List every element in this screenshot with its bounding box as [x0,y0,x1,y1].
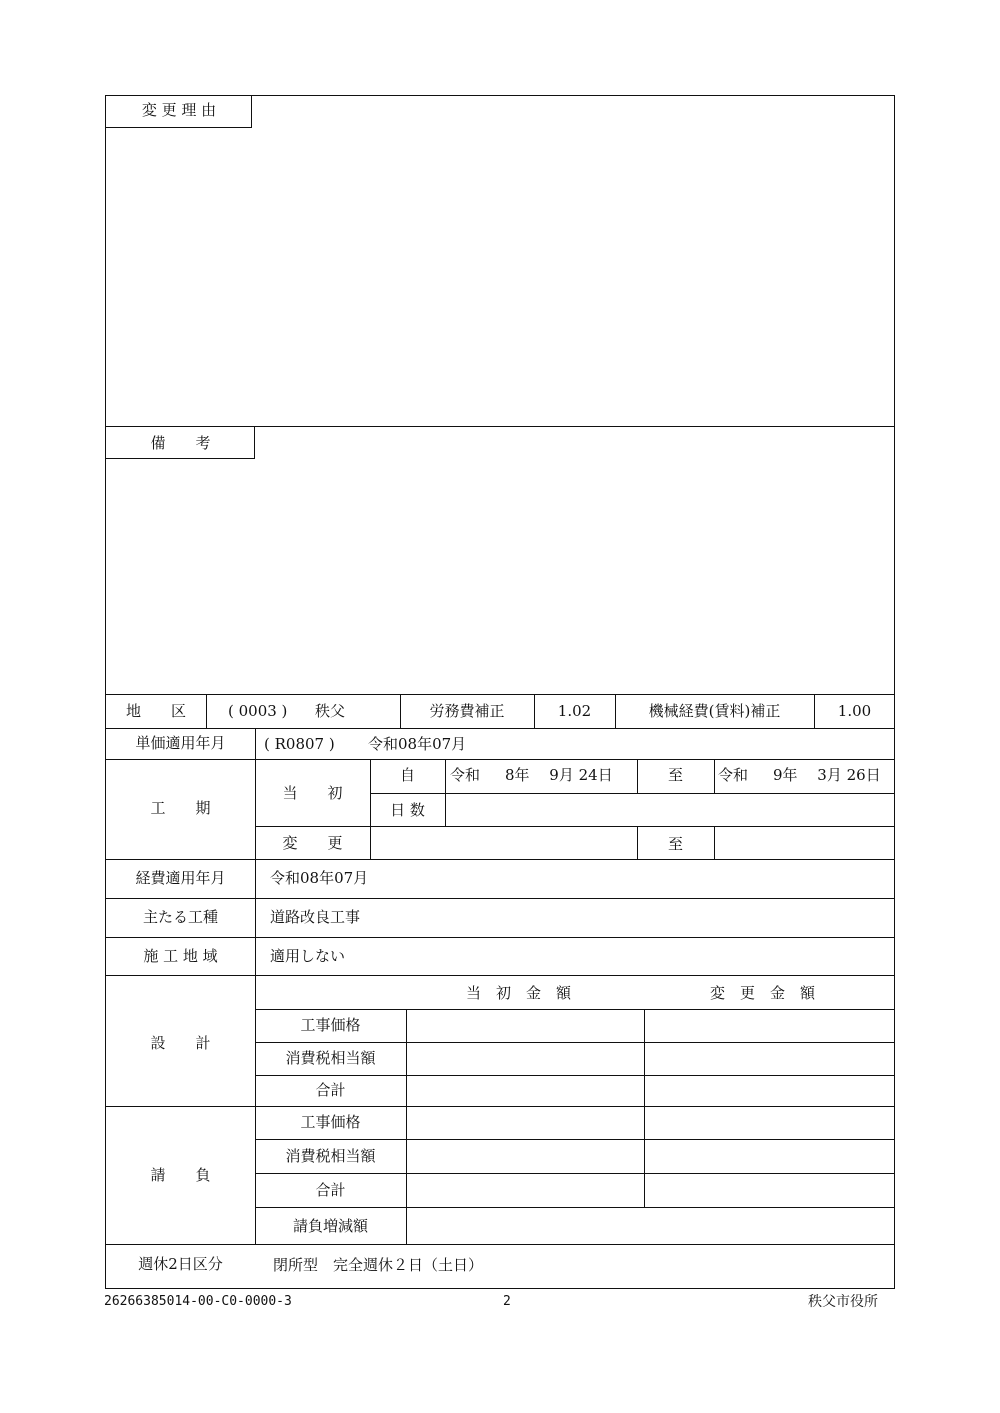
rule-period-change [255,826,895,827]
contract-label: 請 負 [150,1166,211,1184]
rule-period-top [105,759,895,760]
rule-contract-r2 [255,1139,895,1140]
machine-correction-value: 1.00 [837,702,872,720]
rule-contract-top [105,1106,895,1107]
rule-holiday-top [105,1244,895,1245]
district-label: 地 区 [125,702,186,720]
period-from-label: 自 [399,766,415,784]
design-total: 合計 [315,1081,346,1099]
contract-tax-amount: 消費税相当額 [285,1147,376,1165]
col-district-1 [206,694,207,728]
weekly-holiday-label: 週休2日区分 [138,1255,223,1273]
contract-diff-label: 請負増減額 [292,1217,368,1235]
period-change-to-label: 至 [667,835,683,853]
rule-contract-r3 [255,1173,895,1174]
col-label [255,728,256,1244]
period-label: 工 期 [150,799,211,817]
period-from-date: 8年 9月 24日 [505,766,613,784]
rule-design-top [105,975,895,976]
construction-area-value: 適用しない [270,947,346,965]
rule-unitprice-top [105,728,895,729]
district-name: 秩父 [315,702,346,720]
rule-design-r2 [255,1042,895,1043]
col-period-from [445,759,446,826]
col-amount-change [644,1009,645,1207]
period-from-era: 令和 [450,766,481,784]
contract-construction-price: 工事価格 [300,1113,361,1131]
expense-month-value: 令和08年07月 [270,869,369,887]
design-tax-amount: 消費税相当額 [285,1049,376,1067]
period-days-label: 日 数 [390,801,425,819]
period-to-label: 至 [667,766,683,784]
machine-correction-label: 機械経費(賃料)補正 [648,702,781,720]
rule-expense-top [105,859,895,860]
page-number: 2 [503,1294,511,1309]
period-to-era: 令和 [718,766,749,784]
labor-correction-value: 1.02 [557,702,592,720]
period-initial-label: 当 初 [282,784,343,802]
office-name: 秩父市役所 [808,1294,878,1310]
col-change-to-value [714,826,715,859]
form-frame [105,95,895,1289]
contract-total: 合計 [315,1181,346,1199]
initial-amount-header: 当 初 金 額 [466,984,572,1002]
rule-amount-header [255,1009,895,1010]
district-code: ( 0003 ) [228,702,288,720]
rule-period-mid [370,793,895,794]
weekly-holiday-value: 閉所型 完全週休２日（土日） [273,1256,484,1274]
labor-correction-label: 労務費補正 [429,702,505,720]
construction-area-label: 施 工 地 域 [143,947,218,965]
period-to-date: 9年 3月 26日 [773,766,881,784]
main-work-label: 主たる工種 [142,908,218,926]
main-work-value: 道路改良工事 [270,908,361,926]
unit-price-month-code: ( R0807 ) [264,735,335,753]
change-reason-label: 変 更 理 由 [141,101,217,119]
change-amount-header: 変 更 金 額 [710,984,816,1002]
design-construction-price: 工事価格 [300,1016,361,1034]
rule-contract-r4 [255,1207,895,1208]
col-amount-sub [406,1009,407,1244]
design-label: 設 計 [150,1034,211,1052]
expense-month-label: 経費適用年月 [135,869,226,887]
rule-design-r3 [255,1075,895,1076]
rule-area-top [105,937,895,938]
unit-price-month-value: 令和08年07月 [368,735,467,753]
period-change-label: 変 更 [282,834,343,852]
col-period-to-value [714,759,715,793]
unit-price-month-label: 単価適用年月 [135,734,226,752]
rule-mainwork-top [105,898,895,899]
document-id: 26266385014-00-C0-0000-3 [104,1294,292,1309]
remarks-label: 備 考 [150,434,211,452]
rule-district-top [105,694,895,695]
